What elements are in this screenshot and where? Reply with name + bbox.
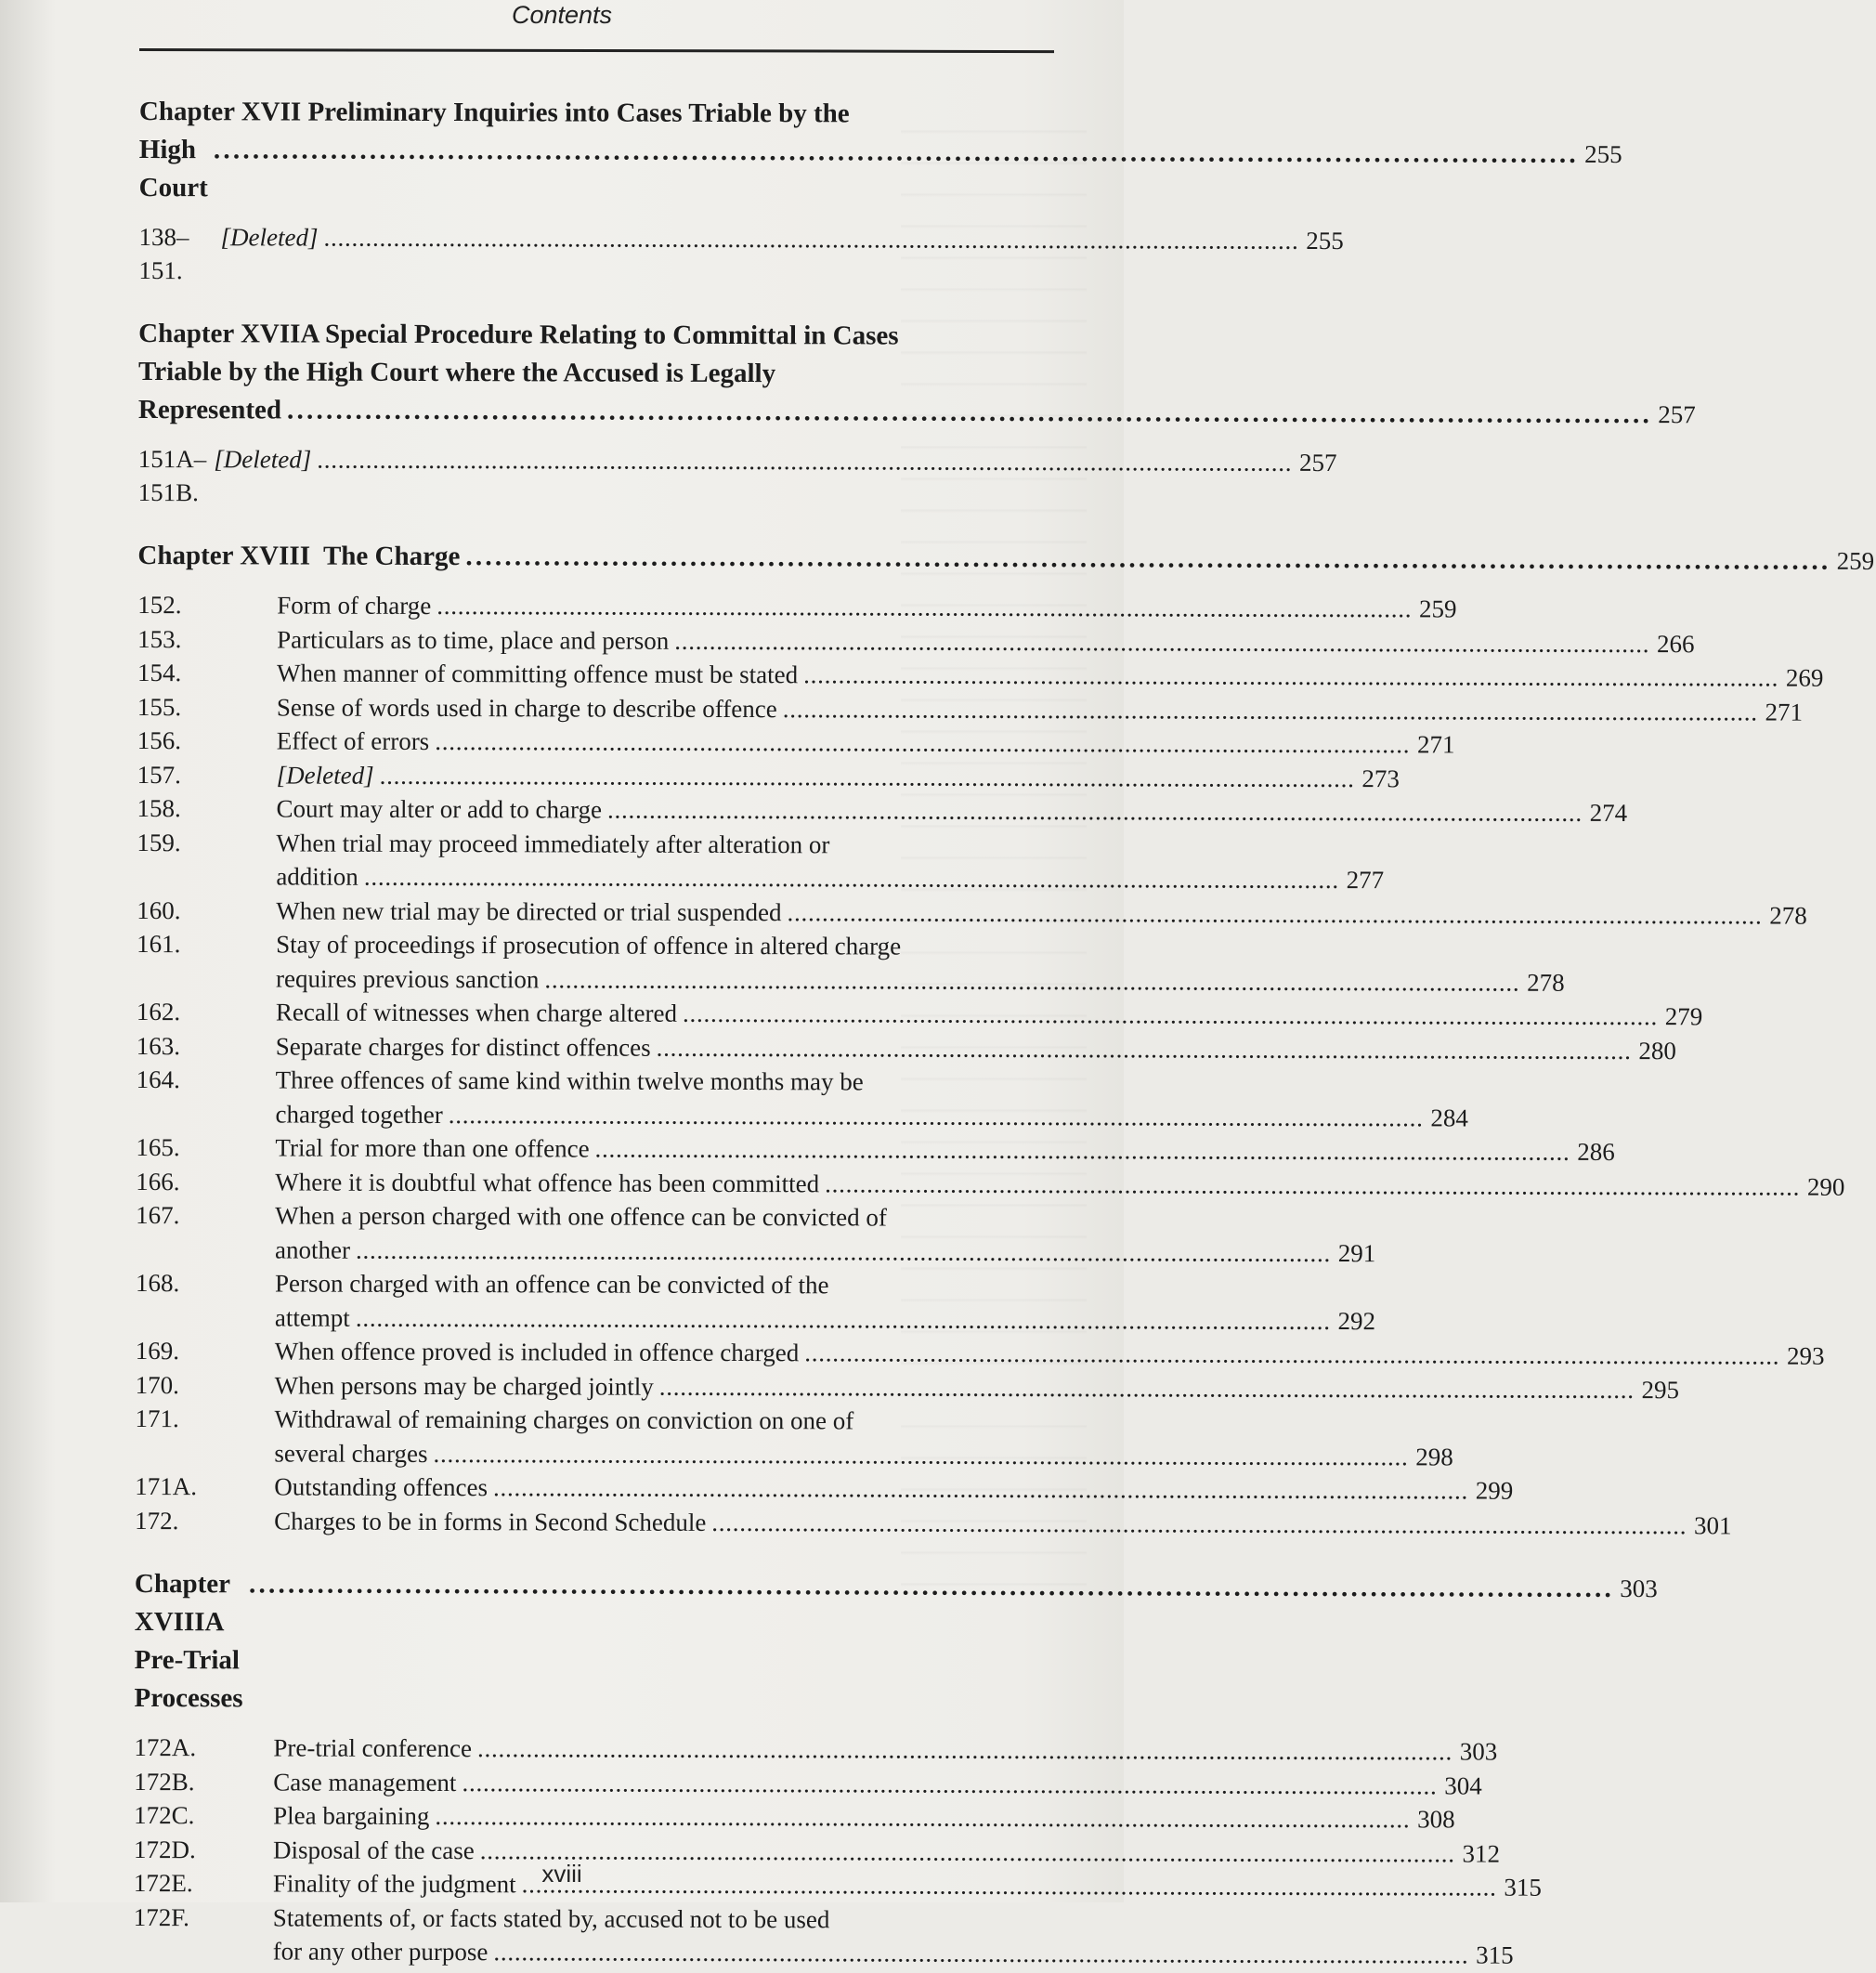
- page-number: 304: [1444, 1770, 1482, 1800]
- section-number: 151A–151B.: [137, 444, 207, 507]
- dot-leader: [657, 1030, 1628, 1067]
- page-number: 312: [1462, 1838, 1501, 1868]
- section-title: Where it is doubtful what offence has been committed: [275, 1167, 820, 1197]
- chapter-heading-last-line: [134, 1565, 1658, 1720]
- chapter-heading-line: Chapter XVIIIA Pre-Trial Processes: [134, 1568, 243, 1714]
- page-number: 259: [1418, 595, 1457, 623]
- section-number: 169.: [135, 1336, 180, 1365]
- dot-leader: [493, 1470, 1465, 1508]
- dot-leader: [659, 1369, 1631, 1406]
- dot-leader: [356, 1233, 1327, 1270]
- section-title: addition: [276, 862, 358, 891]
- section-title-line-wrap: [275, 1368, 1679, 1406]
- section-number: 154.: [137, 658, 182, 687]
- toc-entry: [133, 1900, 1514, 1970]
- section-number: 153.: [137, 624, 182, 653]
- section-title-line-wrap: [277, 791, 1628, 830]
- section-title: Person charged with an offence can be convicted of the: [274, 1269, 829, 1300]
- chapter-heading-line: High Court: [138, 134, 208, 203]
- toc-entry: [135, 1334, 1825, 1371]
- section-title-block: [276, 927, 1565, 999]
- dot-leader: [323, 221, 1295, 257]
- section-number: 167.: [136, 1200, 180, 1230]
- section-title-line-wrap: [273, 1901, 1514, 1939]
- section-number: 152.: [137, 590, 182, 620]
- section-title: another: [275, 1235, 351, 1264]
- section-title-line-wrap: [275, 1334, 1825, 1373]
- chapter-heading-last-line: [138, 131, 1622, 210]
- section-title-block: [276, 826, 1384, 897]
- section-title-line-wrap: [275, 1233, 1375, 1270]
- section-number: 159.: [137, 828, 181, 856]
- section-title-block: [273, 1765, 1482, 1803]
- dot-leader: [436, 589, 1408, 626]
- page-number: 315: [1476, 1940, 1514, 1969]
- toc-entry: [136, 1028, 1676, 1065]
- section-title-line-wrap: [273, 1934, 1514, 1972]
- chapter-heading-xviii: [137, 537, 1875, 578]
- toc-entry: [138, 220, 1344, 290]
- page-number: 308: [1417, 1805, 1455, 1834]
- section-title: for any other purpose: [272, 1937, 489, 1966]
- section-title: Effect of errors: [276, 726, 430, 755]
- section-number: 172E.: [133, 1868, 193, 1898]
- section-title-line-wrap: [277, 690, 1803, 729]
- dot-leader: [462, 1766, 1433, 1803]
- section-number: 158.: [137, 793, 181, 823]
- section-title: Particulars as to time, place and person: [277, 624, 670, 655]
- section-title-block: [274, 1504, 1732, 1542]
- toc-entry: [136, 1063, 1469, 1133]
- section-number: 172A.: [134, 1732, 197, 1762]
- section-number: 172.: [135, 1506, 179, 1535]
- page-number: 266: [1656, 629, 1695, 658]
- dot-leader: [317, 443, 1288, 479]
- section-number: 171A.: [135, 1471, 198, 1501]
- toc-entry: [135, 1367, 1680, 1405]
- section-title-line-wrap: [277, 758, 1400, 795]
- toc-entry: [134, 1764, 1482, 1801]
- section-title-block: [273, 1731, 1497, 1769]
- toc-entry: [135, 1470, 1514, 1507]
- page-number: 315: [1504, 1873, 1542, 1901]
- dot-leader: [493, 1935, 1465, 1972]
- section-title-line-wrap: [275, 1198, 1375, 1235]
- toc-entry: [137, 588, 1457, 625]
- toc-entry: [134, 1731, 1498, 1768]
- dot-leader: [364, 860, 1335, 897]
- dot-leader: [783, 692, 1754, 729]
- chapter-heading-last-line: [137, 537, 1875, 578]
- section-number: 163.: [136, 1031, 181, 1060]
- section-title: [Deleted]: [276, 760, 374, 790]
- section-title-block: [277, 588, 1456, 625]
- page-number: 280: [1638, 1036, 1676, 1065]
- section-title-line-wrap: [273, 1798, 1455, 1836]
- dot-leader: [380, 758, 1351, 795]
- section-title-line-wrap: [275, 1266, 1375, 1303]
- section-title: When new trial may be directed or trial suspended: [276, 895, 782, 926]
- section-title-line-wrap: [276, 1029, 1676, 1067]
- section-title-line-wrap: [277, 656, 1823, 695]
- chapter-heading-line: Chapter XVIIA Special Procedure Relating to Committal in Cases: [138, 318, 899, 351]
- section-title-line-wrap: [276, 961, 1565, 1000]
- section-number: 168.: [135, 1268, 180, 1298]
- section-title-line-wrap: [276, 894, 1807, 933]
- page-number: 303: [1620, 1574, 1658, 1603]
- section-number: 172C.: [134, 1800, 195, 1830]
- page-number: 301: [1694, 1510, 1732, 1539]
- page-folio: xviii: [541, 1860, 582, 1888]
- toc-entry: [137, 757, 1400, 794]
- section-title-block: [276, 1029, 1676, 1067]
- section-title-line-wrap: [277, 588, 1456, 625]
- chapter-heading-xviiia: [134, 1565, 1658, 1720]
- section-title-block: [275, 1266, 1375, 1338]
- section-title-block: [275, 1368, 1679, 1406]
- section-number: 161.: [137, 929, 181, 959]
- toc-entry: [137, 689, 1804, 726]
- dot-leader: [825, 1167, 1796, 1204]
- section-title-block: [277, 791, 1628, 830]
- toc-entry: [135, 1402, 1453, 1472]
- dot-leader: [477, 1731, 1449, 1769]
- page-number: 271: [1765, 698, 1804, 726]
- section-title: When manner of committing offence must be stated: [276, 659, 799, 689]
- section-title: Form of charge: [277, 591, 432, 620]
- section-number: 160.: [137, 895, 181, 924]
- section-list-xviiia: [133, 1731, 1542, 1971]
- dot-leader: [449, 1098, 1420, 1135]
- section-title-block: [275, 1130, 1615, 1169]
- chapter-heading-xviia: [137, 315, 1696, 432]
- page-number: 295: [1641, 1375, 1680, 1404]
- section-title: Pre-trial conference: [273, 1733, 473, 1763]
- page-number: 259: [1836, 546, 1875, 575]
- dot-leader: [607, 793, 1579, 830]
- toc-entry: [137, 442, 1337, 512]
- section-title-block: [277, 758, 1400, 795]
- page-number: 273: [1361, 764, 1400, 792]
- section-title: Plea bargaining: [273, 1801, 430, 1830]
- section-title: When offence proved is included in offence charged: [274, 1337, 800, 1367]
- toc-entry: [134, 1798, 1455, 1836]
- section-number: 170.: [135, 1370, 179, 1399]
- section-title-block: [276, 894, 1807, 933]
- toc-entry: [136, 995, 1703, 1032]
- section-number: 172B.: [134, 1767, 195, 1796]
- section-title: attempt: [274, 1302, 350, 1332]
- page-number: 278: [1769, 901, 1807, 930]
- running-head: Contents: [511, 1, 613, 29]
- section-title: Sense of words used in charge to describe offence: [276, 692, 777, 723]
- page-number: 293: [1786, 1341, 1825, 1370]
- page-number: 255: [1306, 226, 1344, 255]
- section-title: Trial for more than one offence: [275, 1133, 590, 1163]
- page-number: 274: [1589, 798, 1628, 828]
- dot-leader: [787, 895, 1758, 933]
- section-title-block: [275, 1334, 1825, 1373]
- section-title-block: [277, 724, 1455, 761]
- section-title-block: [277, 656, 1823, 695]
- page-number: 286: [1577, 1137, 1615, 1166]
- page-number: 257: [1658, 400, 1696, 429]
- section-title-block: [273, 1798, 1455, 1836]
- page-number: 278: [1527, 968, 1565, 997]
- table-of-contents: [133, 93, 1875, 1971]
- section-title: When trial may proceed immediately after alteration or: [276, 828, 830, 858]
- section-title: When persons may be charged jointly: [274, 1370, 654, 1401]
- chapter-heading-line: Chapter XVII Preliminary Inquiries into Cases Triable by the: [138, 96, 850, 129]
- page-number: 299: [1475, 1476, 1514, 1505]
- page-number: 292: [1337, 1306, 1376, 1335]
- section-title-line-wrap: [275, 1130, 1615, 1169]
- chapter-heading-last-line: [137, 391, 1696, 432]
- section-title-line-wrap: [276, 927, 1565, 965]
- section-title-block: [276, 995, 1702, 1033]
- toc-entry: [137, 724, 1455, 761]
- toc-entry: [137, 825, 1385, 895]
- section-title-line-wrap: [274, 1504, 1732, 1542]
- dot-leader: [287, 392, 1648, 435]
- section-title-block: [277, 622, 1694, 660]
- toc-entry: [135, 1266, 1376, 1337]
- section-title: Three offences of same kind within twelve months may be: [275, 1065, 864, 1096]
- section-title-line-wrap: [277, 724, 1455, 761]
- toc-entry: [136, 1198, 1376, 1269]
- section-title-block: [275, 1165, 1844, 1204]
- section-title: Case management: [273, 1767, 457, 1797]
- toc-entry: [136, 1164, 1845, 1201]
- page-number: 257: [1298, 448, 1337, 477]
- dot-leader: [356, 1300, 1327, 1338]
- section-number: 157.: [137, 760, 181, 789]
- dot-leader: [544, 962, 1516, 1000]
- chapter-heading-line: Represented: [137, 394, 282, 425]
- page-number: 291: [1337, 1238, 1376, 1267]
- section-title: requires previous sanction: [275, 963, 540, 993]
- header-rule: [139, 48, 1054, 53]
- section-title-line-wrap: [273, 1731, 1497, 1769]
- section-number: 172D.: [134, 1835, 196, 1863]
- dot-leader: [434, 1437, 1405, 1474]
- dot-leader: [674, 623, 1646, 660]
- section-title-block: [274, 1402, 1453, 1473]
- page-number: 284: [1430, 1103, 1469, 1132]
- chapter-heading-xvii: [138, 93, 1622, 210]
- dot-leader: [711, 1505, 1683, 1542]
- section-title: Court may alter or add to charge: [276, 794, 603, 824]
- section-title-block: [274, 1470, 1513, 1508]
- section-title: [Deleted]: [220, 223, 319, 252]
- section-list-xviii: [135, 588, 1845, 1540]
- section-number: 166.: [136, 1167, 180, 1196]
- section-title: several charges: [274, 1438, 428, 1468]
- section-title-line-wrap: [273, 1765, 1482, 1803]
- page-number: 298: [1415, 1442, 1453, 1470]
- dot-leader: [435, 725, 1406, 762]
- section-title: Recall of witnesses when charge altered: [275, 998, 678, 1027]
- page-number: 279: [1664, 1002, 1703, 1031]
- dot-leader: [214, 131, 1574, 174]
- section-title-block: [277, 690, 1803, 729]
- section-title: Statements of, or facts stated by, accused not to be used: [272, 1902, 830, 1933]
- section-title: Charges to be in forms in Second Schedule: [274, 1506, 707, 1536]
- section-title-line-wrap: [275, 1097, 1468, 1135]
- section-number: 165.: [136, 1132, 180, 1162]
- section-number: 155.: [137, 692, 182, 721]
- section-title-line-wrap: [277, 622, 1694, 660]
- chapter-heading-line: Chapter XVIII The Charge: [137, 540, 461, 572]
- dot-leader: [804, 1336, 1776, 1373]
- toc-entry: [137, 927, 1565, 998]
- page-number: 271: [1416, 730, 1455, 759]
- dot-leader: [465, 538, 1826, 581]
- section-title-block: [275, 1063, 1468, 1134]
- section-title: charged together: [275, 1099, 443, 1129]
- section-title-line-wrap: [276, 826, 1384, 863]
- section-title-line-wrap: [274, 1470, 1513, 1508]
- toc-entry: [137, 893, 1807, 930]
- dot-leader: [435, 1799, 1406, 1836]
- section-title: Outstanding offences: [274, 1472, 489, 1502]
- section-title-line-wrap: [275, 1300, 1375, 1338]
- section-title: [Deleted]: [214, 445, 312, 474]
- section-title: Finality of the judgment: [272, 1869, 516, 1899]
- section-title-line-wrap: [274, 1436, 1453, 1473]
- page-number: 255: [1584, 139, 1622, 169]
- section-title: Stay of proceedings if prosecution of offence in altered charge: [276, 930, 902, 960]
- section-title-line-wrap: [276, 995, 1702, 1033]
- section-title-line-wrap: [275, 1165, 1844, 1204]
- toc-entry: [137, 656, 1824, 693]
- toc-entry: [137, 621, 1695, 659]
- section-title: Separate charges for distinct offences: [275, 1031, 651, 1062]
- toc-entry: [137, 791, 1628, 829]
- toc-entry: [135, 1503, 1732, 1540]
- section-number: 171.: [135, 1404, 179, 1433]
- dot-leader: [595, 1132, 1567, 1169]
- section-number: 138–151.: [138, 222, 189, 285]
- section-number: 164.: [136, 1065, 180, 1094]
- page-number: 303: [1459, 1737, 1498, 1766]
- section-title-block: [275, 1198, 1375, 1270]
- dot-leader: [803, 658, 1775, 695]
- section-title: Disposal of the case: [273, 1835, 475, 1864]
- section-title: Withdrawal of remaining charges on conviction on one of: [274, 1405, 854, 1435]
- page-number: 277: [1346, 866, 1385, 895]
- section-number: 172F.: [133, 1902, 189, 1931]
- page-number: 269: [1785, 663, 1824, 692]
- dot-leader: [249, 1565, 1609, 1608]
- section-number: 162.: [136, 997, 181, 1026]
- section-title-line-wrap: [276, 1063, 1469, 1101]
- section-title-block: [273, 1901, 1514, 1972]
- chapter-heading-line: Triable by the High Court where the Accused is Legally: [138, 356, 776, 389]
- section-title-line-wrap: [274, 1402, 1453, 1439]
- section-title-line-wrap: [276, 859, 1384, 896]
- dot-leader: [683, 997, 1654, 1034]
- section-number: 156.: [137, 725, 182, 755]
- section-title: When a person charged with one offence can be convicted of: [275, 1201, 887, 1232]
- page-number: 290: [1806, 1172, 1845, 1201]
- toc-entry: [136, 1130, 1615, 1168]
